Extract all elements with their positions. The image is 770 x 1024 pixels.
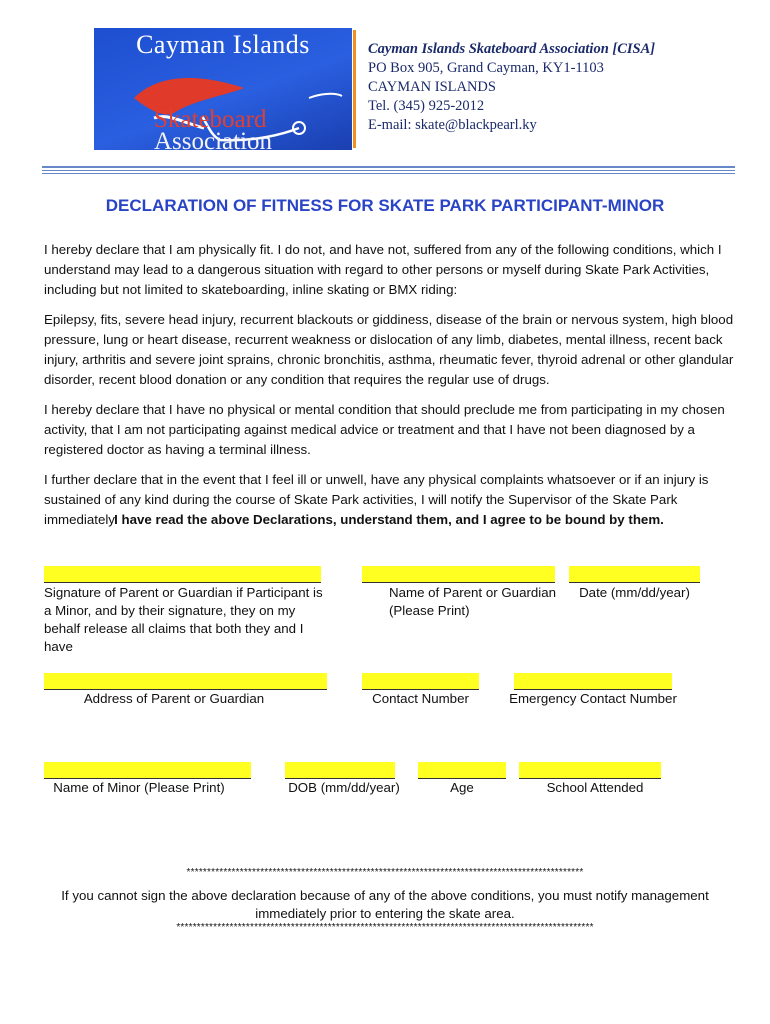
- dob-label: DOB (mm/dd/year): [288, 780, 400, 795]
- org-email: E-mail: skate@blackpearl.ky: [368, 117, 537, 133]
- declaration-paragraph-1: I hereby declare that I am physically fit. I do not, and have not, suffered from any of the following conditions, which I understand may lead to a dangerous situation with regard to other persons or myself during Skate Park Activities, including but not limited to skateboarding, inline skating or BMX riding:: [44, 242, 722, 297]
- age-label: Age: [450, 780, 474, 795]
- school-label: School Attended: [546, 780, 644, 795]
- declaration-paragraph-2: I hereby declare that I have no physical or mental condition that should preclude me from participating in my chosen activity, that I am not participating against medical advice or treatment and that I have not been diagnosed by a registered doctor as having a terminal illness.: [44, 402, 725, 457]
- declaration-paragraph-3: I further declare that in the event that I feel ill or unwell, have any physical complaints whatsoever or if an injury is sustained of any kind during the course of Skate Park activities, I will notify the Supervisor of the Skate Park immediately.: [44, 472, 709, 527]
- guardian-name-field[interactable]: [362, 566, 555, 583]
- contact-number-field[interactable]: [362, 673, 479, 690]
- logo-accent-bar: [353, 30, 356, 148]
- signature-field[interactable]: [44, 566, 321, 583]
- notice-text: If you cannot sign the above declaration because of any of the above conditions, you must notify management immediately prior to entering the skate area.: [61, 888, 709, 921]
- header-divider: [42, 170, 735, 171]
- logo-sub-association: Association: [154, 128, 273, 150]
- conditions-paragraph: Epilepsy, fits, severe head injury, recurrent blackouts or giddiness, disease of the brain or nervous system, high blood pressure, lung or heart disease, recurrent weakness or dislocation of any limb, diabetes, mental illness, recent back injury, arthritis and severe joint sprains, chronic bronchitis, asthma, rheumatic fever, thyroid adrenal or other glandular disorder, recent blood donation or any condition that requires the regular use of drugs.: [44, 312, 734, 387]
- contact-number-label: Contact Number: [372, 691, 469, 706]
- org-address-block: [368, 40, 655, 135]
- org-po-box: PO Box 905, Grand Cayman, KY1-1103: [368, 60, 604, 76]
- logo-title: Cayman Islands: [136, 30, 310, 59]
- notice-border-bottom: ******************************************************************************************************: [176, 922, 594, 933]
- header-divider: [42, 173, 735, 174]
- org-country: CAYMAN ISLANDS: [368, 79, 496, 95]
- age-field[interactable]: [418, 762, 506, 779]
- emergency-contact-label: Emergency Contact Number: [509, 691, 677, 706]
- org-name: Cayman Islands Skateboard Association [CISA]: [368, 41, 656, 57]
- org-phone: Tel. (345) 925-2012: [368, 98, 485, 114]
- agreement-statement: I have read the above Declarations, understand them, and I agree to be bound by them.: [114, 512, 664, 527]
- logo-sub-skateboard: Skateboard: [154, 106, 267, 133]
- address-label: Address of Parent or Guardian: [83, 691, 265, 706]
- cisa-logo: [94, 28, 352, 150]
- header-divider: [42, 166, 735, 168]
- date-field[interactable]: [569, 566, 700, 583]
- signature-label: Signature of Parent or Guardian if Participant is a Minor, and by their signature, they on my behalf release all claims that both they and I have: [44, 585, 323, 654]
- address-field[interactable]: [44, 673, 327, 690]
- minor-name-label: Name of Minor (Please Print): [53, 780, 225, 795]
- dob-field[interactable]: [285, 762, 395, 779]
- school-field[interactable]: [519, 762, 661, 779]
- minor-name-field[interactable]: [44, 762, 251, 779]
- date-label: Date (mm/dd/year): [579, 585, 690, 600]
- notice-border-top: *************************************************************************************************: [186, 867, 584, 878]
- emergency-contact-field[interactable]: [514, 673, 672, 690]
- page-title: DECLARATION OF FITNESS FOR SKATE PARK PARTICIPANT-MINOR: [105, 196, 665, 215]
- guardian-name-label: Name of Parent or Guardian (Please Print): [389, 585, 557, 618]
